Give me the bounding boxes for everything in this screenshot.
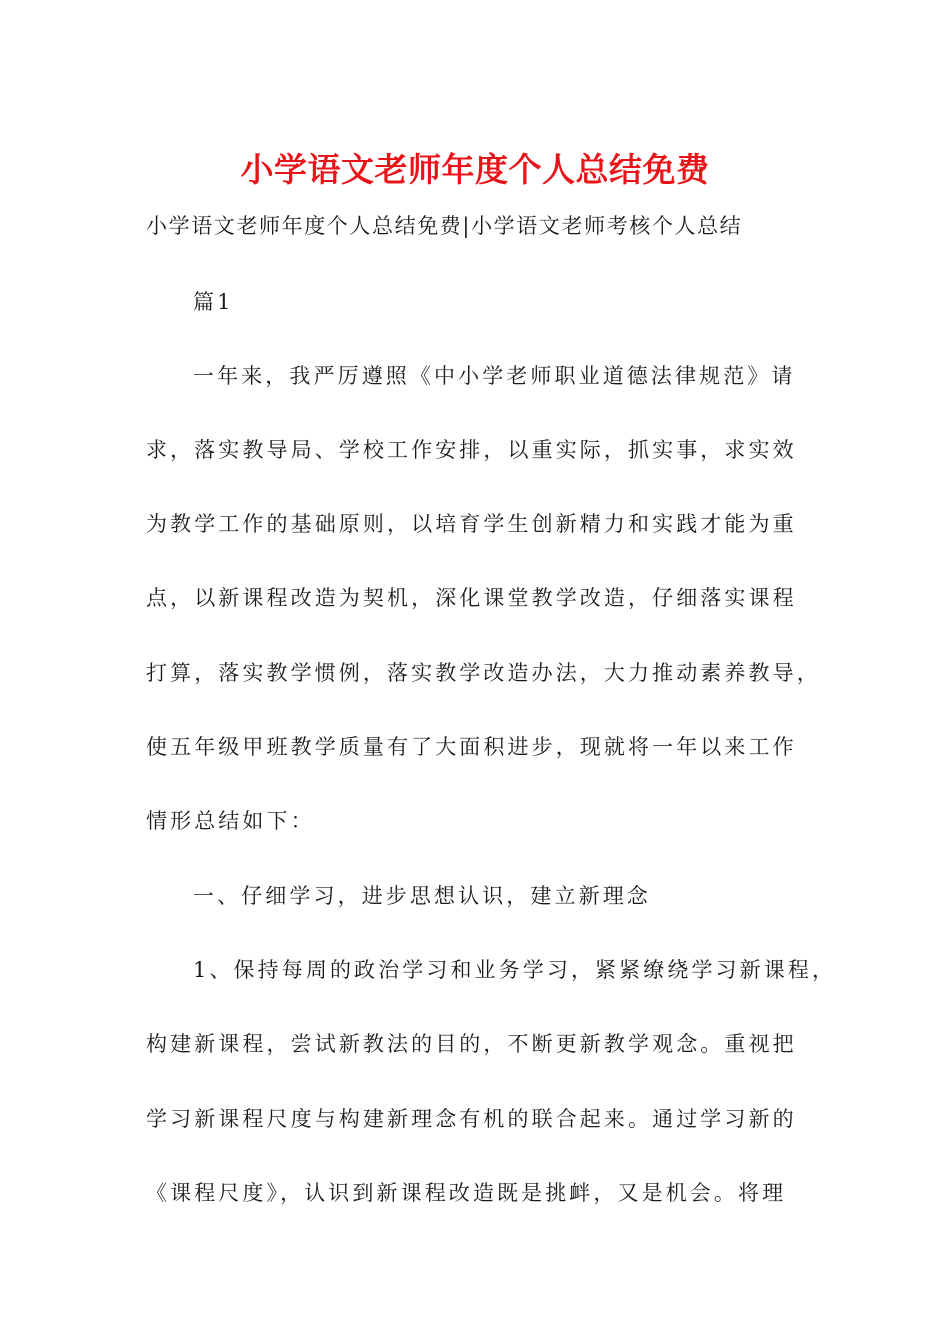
paragraph-line: 1、保持每周的政治学习和业务学习，紧紧缭绕学习新课程， (193, 958, 837, 982)
section-heading: 一、仔细学习，进步思想认识，建立新理念 (193, 884, 651, 908)
paragraph-line: 求，落实教导局、学校工作安排，以重实际，抓实事，求实效 (146, 438, 797, 462)
document-subtitle: 小学语文老师年度个人总结免费|小学语文老师考核个人总结 (146, 214, 743, 238)
paragraph-line: 构建新课程，尝试新教法的目的，不断更新教学观念。重视把 (146, 1032, 797, 1056)
section-heading-pian1: 篇1 (193, 290, 234, 314)
paragraph-line: 为教学工作的基础原则，以培育学生创新精力和实践才能为重 (146, 512, 797, 536)
paragraph-line: 一年来，我严厉遵照《中小学老师职业道德法律规范》请 (193, 364, 796, 388)
paragraph-line: 《课程尺度》，认识到新课程改造既是挑衅，又是机会。将理 (146, 1181, 787, 1205)
paragraph-line: 学习新课程尺度与构建新理念有机的联合起来。通过学习新的 (146, 1107, 797, 1131)
paragraph-line: 情形总结如下： (146, 809, 315, 833)
paragraph-line: 打算，落实教学惯例，落实教学改造办法，大力推动素养教导， (146, 661, 821, 685)
document-title: 小学语文老师年度个人总结免费 (240, 150, 710, 189)
paragraph-line: 点，以新课程改造为契机，深化课堂教学改造，仔细落实课程 (146, 586, 797, 610)
paragraph-line: 使五年级甲班教学质量有了大面积进步，现就将一年以来工作 (146, 735, 797, 759)
